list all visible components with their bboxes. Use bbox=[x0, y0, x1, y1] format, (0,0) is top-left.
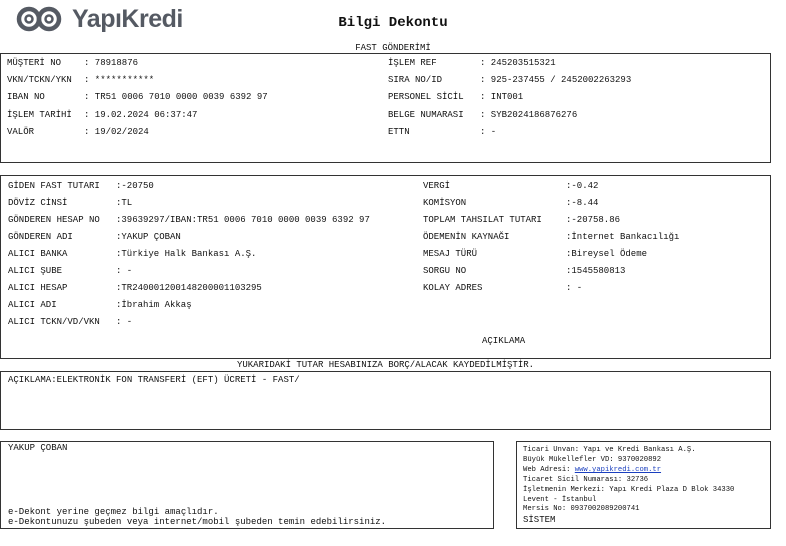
customer-info-box bbox=[0, 53, 771, 163]
field-value: : - bbox=[566, 283, 583, 293]
field-label: ALICI BANKA bbox=[8, 249, 68, 259]
field-value: :TL bbox=[116, 198, 133, 208]
field-value: : - bbox=[116, 317, 133, 327]
field-value: :39639297/IBAN:TR51 0006 7010 0000 0039 6392 97 bbox=[116, 215, 370, 225]
bank-tax-office: Büyük Mükellefler VD: 9370020892 bbox=[523, 456, 662, 464]
field-value: :-20750 bbox=[116, 181, 154, 191]
field-label: ALICI ŞUBE bbox=[8, 266, 63, 276]
field-value: : SYB2024186876276 bbox=[480, 109, 578, 120]
field-value: : 19.02.2024 06:37:47 bbox=[84, 109, 198, 120]
bank-website-link[interactable]: www.yapikredi.com.tr bbox=[574, 466, 662, 474]
field-value: : TR51 0006 7010 0000 0039 6392 97 bbox=[84, 92, 268, 103]
field-value: :-20758.86 bbox=[566, 215, 621, 225]
field-label: TOPLAM TAHSILAT TUTARI bbox=[423, 215, 542, 225]
field-label: ETTN bbox=[388, 126, 410, 137]
logo-text: YapıKredi bbox=[72, 4, 183, 33]
field-label: BELGE NUMARASI bbox=[388, 109, 464, 120]
field-label: SIRA NO/ID bbox=[388, 75, 443, 86]
field-value: : - bbox=[116, 266, 133, 276]
field-label: KOLAY ADRES bbox=[423, 283, 483, 293]
bank-website-label: Web Adresi: bbox=[523, 466, 575, 474]
page-title: Bilgi Dekontu bbox=[338, 15, 448, 31]
footer-customer-name: YAKUP ÇOBAN bbox=[8, 443, 68, 453]
debit-credit-notice: YUKARIDAKİ TUTAR HESABINIZA BORÇ/ALACAK KAYDEDİLMİŞTİR. bbox=[236, 360, 535, 370]
field-label: GÖNDEREN HESAP NO bbox=[8, 215, 100, 225]
description-text: AÇIKLAMA:ELEKTRONİK FON TRANSFERİ (EFT) ÜCRETİ - FAST/ bbox=[8, 375, 300, 385]
field-value: :TR240001200148200001103295 bbox=[116, 283, 262, 293]
bank-title: Ticari Unvan: Yapı ve Kredi Bankası A.Ş. bbox=[523, 446, 696, 454]
field-label: IBAN NO bbox=[7, 92, 45, 103]
bank-mersis: Mersis No: 0937002089200741 bbox=[523, 505, 640, 513]
field-label: VALÖR bbox=[7, 126, 35, 137]
field-label: SORGU NO bbox=[423, 266, 467, 276]
field-label: İŞLEM REF bbox=[388, 58, 437, 68]
page-subtitle: FAST GÖNDERİMİ bbox=[355, 43, 431, 53]
field-value: :YAKUP ÇOBAN bbox=[116, 232, 181, 242]
field-label: KOMİSYON bbox=[423, 198, 467, 208]
field-label: ALICI ADI bbox=[8, 300, 57, 310]
system-label: SİSTEM bbox=[523, 515, 556, 525]
field-label: VKN/TCKN/YKN bbox=[7, 75, 72, 86]
field-value: : 19/02/2024 bbox=[84, 126, 149, 137]
field-label: İŞLEM TARİHİ bbox=[7, 109, 72, 120]
bank-registry: Ticaret Sicil Numarası: 32736 bbox=[523, 476, 649, 484]
field-value: :Bireysel Ödeme bbox=[566, 249, 648, 259]
field-value: : *********** bbox=[84, 75, 155, 86]
field-label: VERGİ bbox=[423, 181, 451, 191]
field-value: :1545580813 bbox=[566, 266, 626, 276]
field-label: GİDEN FAST TUTARI bbox=[8, 181, 100, 191]
field-label: ALICI HESAP bbox=[8, 283, 68, 293]
bank-headquarters: İşletmenin Merkezi: Yapı Kredi Plaza D Blok 34330 bbox=[523, 486, 735, 494]
field-label: ÖDEMENİN KAYNAĞI bbox=[423, 232, 510, 242]
field-label: DÖVİZ CİNSİ bbox=[8, 198, 68, 208]
field-value: : 78918876 bbox=[84, 58, 139, 68]
field-value: : INT001 bbox=[480, 92, 524, 103]
field-value: : 925-237455 / 2452002263293 bbox=[480, 75, 632, 86]
bank-website-row bbox=[523, 466, 661, 476]
field-label: GÖNDEREN ADI bbox=[8, 232, 73, 242]
field-value: :-8.44 bbox=[566, 198, 599, 208]
field-value: :İnternet Bankacılığı bbox=[566, 232, 680, 242]
field-value: : - bbox=[480, 126, 497, 137]
aciklama-label: AÇIKLAMA bbox=[482, 336, 526, 346]
field-value: :-0.42 bbox=[566, 181, 599, 191]
field-label: MÜŞTERİ NO bbox=[7, 58, 62, 68]
field-value: :Türkiye Halk Bankası A.Ş. bbox=[116, 249, 257, 259]
field-label: PERSONEL SİCİL bbox=[388, 92, 464, 103]
field-value: :İbrahim Akkaş bbox=[116, 300, 192, 310]
footer-note-2: e-Dekontunuzu şubeden veya internet/mobil şubeden temin edebilirsiniz. bbox=[8, 517, 387, 527]
field-label: MESAJ TÜRÜ bbox=[423, 249, 478, 259]
footer-note-1: e-Dekont yerine geçmez bilgi amaçlıdır. bbox=[8, 507, 219, 517]
bank-headquarters-city: Levent - İstanbul bbox=[523, 496, 597, 504]
field-label: ALICI TCKN/VD/VKN bbox=[8, 317, 100, 327]
field-value: : 245203515321 bbox=[480, 58, 556, 68]
